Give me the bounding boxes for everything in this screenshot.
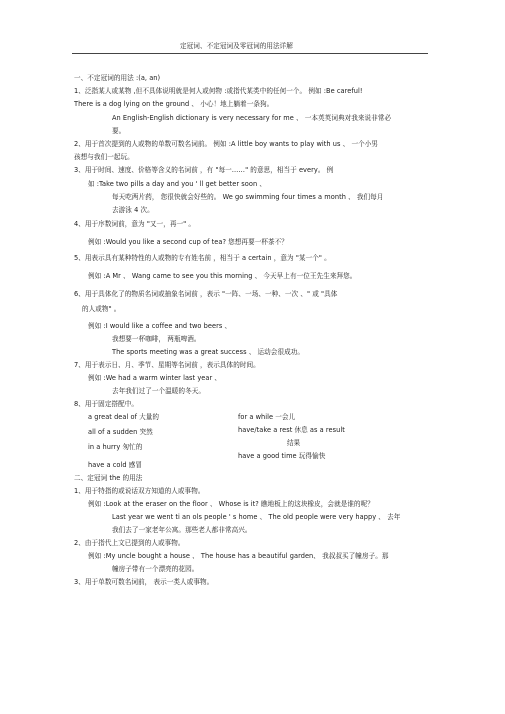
text-line: 2、用于首次提到的人或物的单数可数名词前。 例如 :A little boy wants to play with us 、 一个小男 [74, 140, 379, 148]
text-line: 如 :Take two pills a day and you ' ll get better soon 、 [88, 180, 266, 188]
text-line: 例如 :We had a warm winter last year 、 [88, 374, 222, 382]
text-line: all of a sudden 突然 [88, 428, 153, 436]
text-line: 例如 :Look at the eraser on the floor 、 Whose is it? 瞧地板上的这块橡皮，会就是谁的呢？ [88, 500, 374, 508]
text-line: An English-English dictionary is very necessary for me 、 一本英英词典对我来说非常必 [112, 114, 392, 122]
text-line: The sports meeting was a great success 、 运动会很成功。 [112, 348, 305, 356]
text-line: 去游泳 4 次。 [112, 206, 154, 214]
text-line: 2、由于指代上文已提到的人或事物。 [74, 539, 185, 547]
text-line: 二、定冠词 the 的用法 [74, 474, 143, 482]
text-line: 幢房子带有一个漂亮的花园。 [112, 565, 199, 573]
text-line: There is a dog lying on the ground 、 小心！地上躺着一条狗。 [74, 100, 274, 108]
text-line: 6、用于具体化了的物质名词或抽象名词前 ，表示 "一阵、一场、一种、一次 、" 或 "具体 [74, 290, 338, 298]
text-line: 7、用于表示日、月、季节、星期等名词前 ，表示具体的时间。 [74, 361, 260, 369]
title-divider [72, 53, 428, 54]
text-line: 5、用表示具有某种特性的人或物的专有姓名前 ，相当于 a certain ，意为 "某一个" 。 [74, 254, 331, 262]
text-line: have/take a rest 休息 as a result [238, 426, 345, 434]
document-title: 定冠词、不定冠词及零冠词的用法详解 [180, 42, 293, 50]
text-line: 8、用于固定搭配中。 [74, 400, 139, 408]
text-line: for a while 一会儿 [238, 413, 296, 421]
text-line: a great deal of 大量的 [88, 413, 160, 421]
text-line: 例如 :I would like a coffee and two beers 、 [88, 322, 232, 330]
text-line: Last year we went ti an ols people ' s home 、 The old people were very happy 、 去年 [112, 513, 401, 521]
text-line: 我们去了一家老年公寓。那些老人都非常高兴。 [112, 526, 252, 534]
text-line: 4、用于序数词前，意为 "又一，再一" 。 [74, 220, 196, 228]
text-line: 孩想与我们一起玩。 [74, 153, 134, 161]
text-line: have a good time 玩得愉快 [238, 452, 326, 460]
text-line: 要。 [112, 127, 126, 135]
text-line: 1、用于特指的或说话双方知道的人或事物。 [74, 487, 205, 495]
text-line: 结果 [287, 439, 301, 447]
text-line: 例如 :My uncle bought a house 、 The house has a beautiful garden、 我叔叔买了幢房子。那 [88, 552, 389, 560]
text-line: 我想要一杯咖啡， 两瓶啤酒。 [112, 335, 201, 343]
text-line: 3、用于时间、速度、价格等含义的名词前 ，有 "每一……" 的意思，相当于 every。 例 [74, 166, 334, 174]
text-line: 的人或物" 。 [82, 305, 121, 313]
text-line: in a hurry 匆忙的 [88, 443, 143, 451]
text-line: 3、用于单数可数名词前， 表示一类人或事物。 [74, 578, 214, 586]
text-line: 例如 :A Mr 、 Wang came to see you this morning 、 今天早上有一位王先生来拜您。 [88, 272, 357, 280]
text-line: 例如 :Would you like a second cup of tea? 您想再要一杯茶不？ [88, 238, 288, 246]
text-line: have a cold 感冒 [88, 461, 143, 469]
text-line: 每天吃两片药， 您很快就会好些的。 We go swimming four times a month 、 我们每月 [112, 193, 384, 201]
text-line: 去年我们过了一个温暖的冬天。 [112, 387, 206, 395]
text-line: 一、不定冠词的用法 :(a, an) [74, 74, 161, 82]
text-line: 1、泛指某人或某物 ,但不具体说明就是何人或何物 :或指代某类中的任何一个。 例如 :Be careful! [74, 87, 363, 95]
